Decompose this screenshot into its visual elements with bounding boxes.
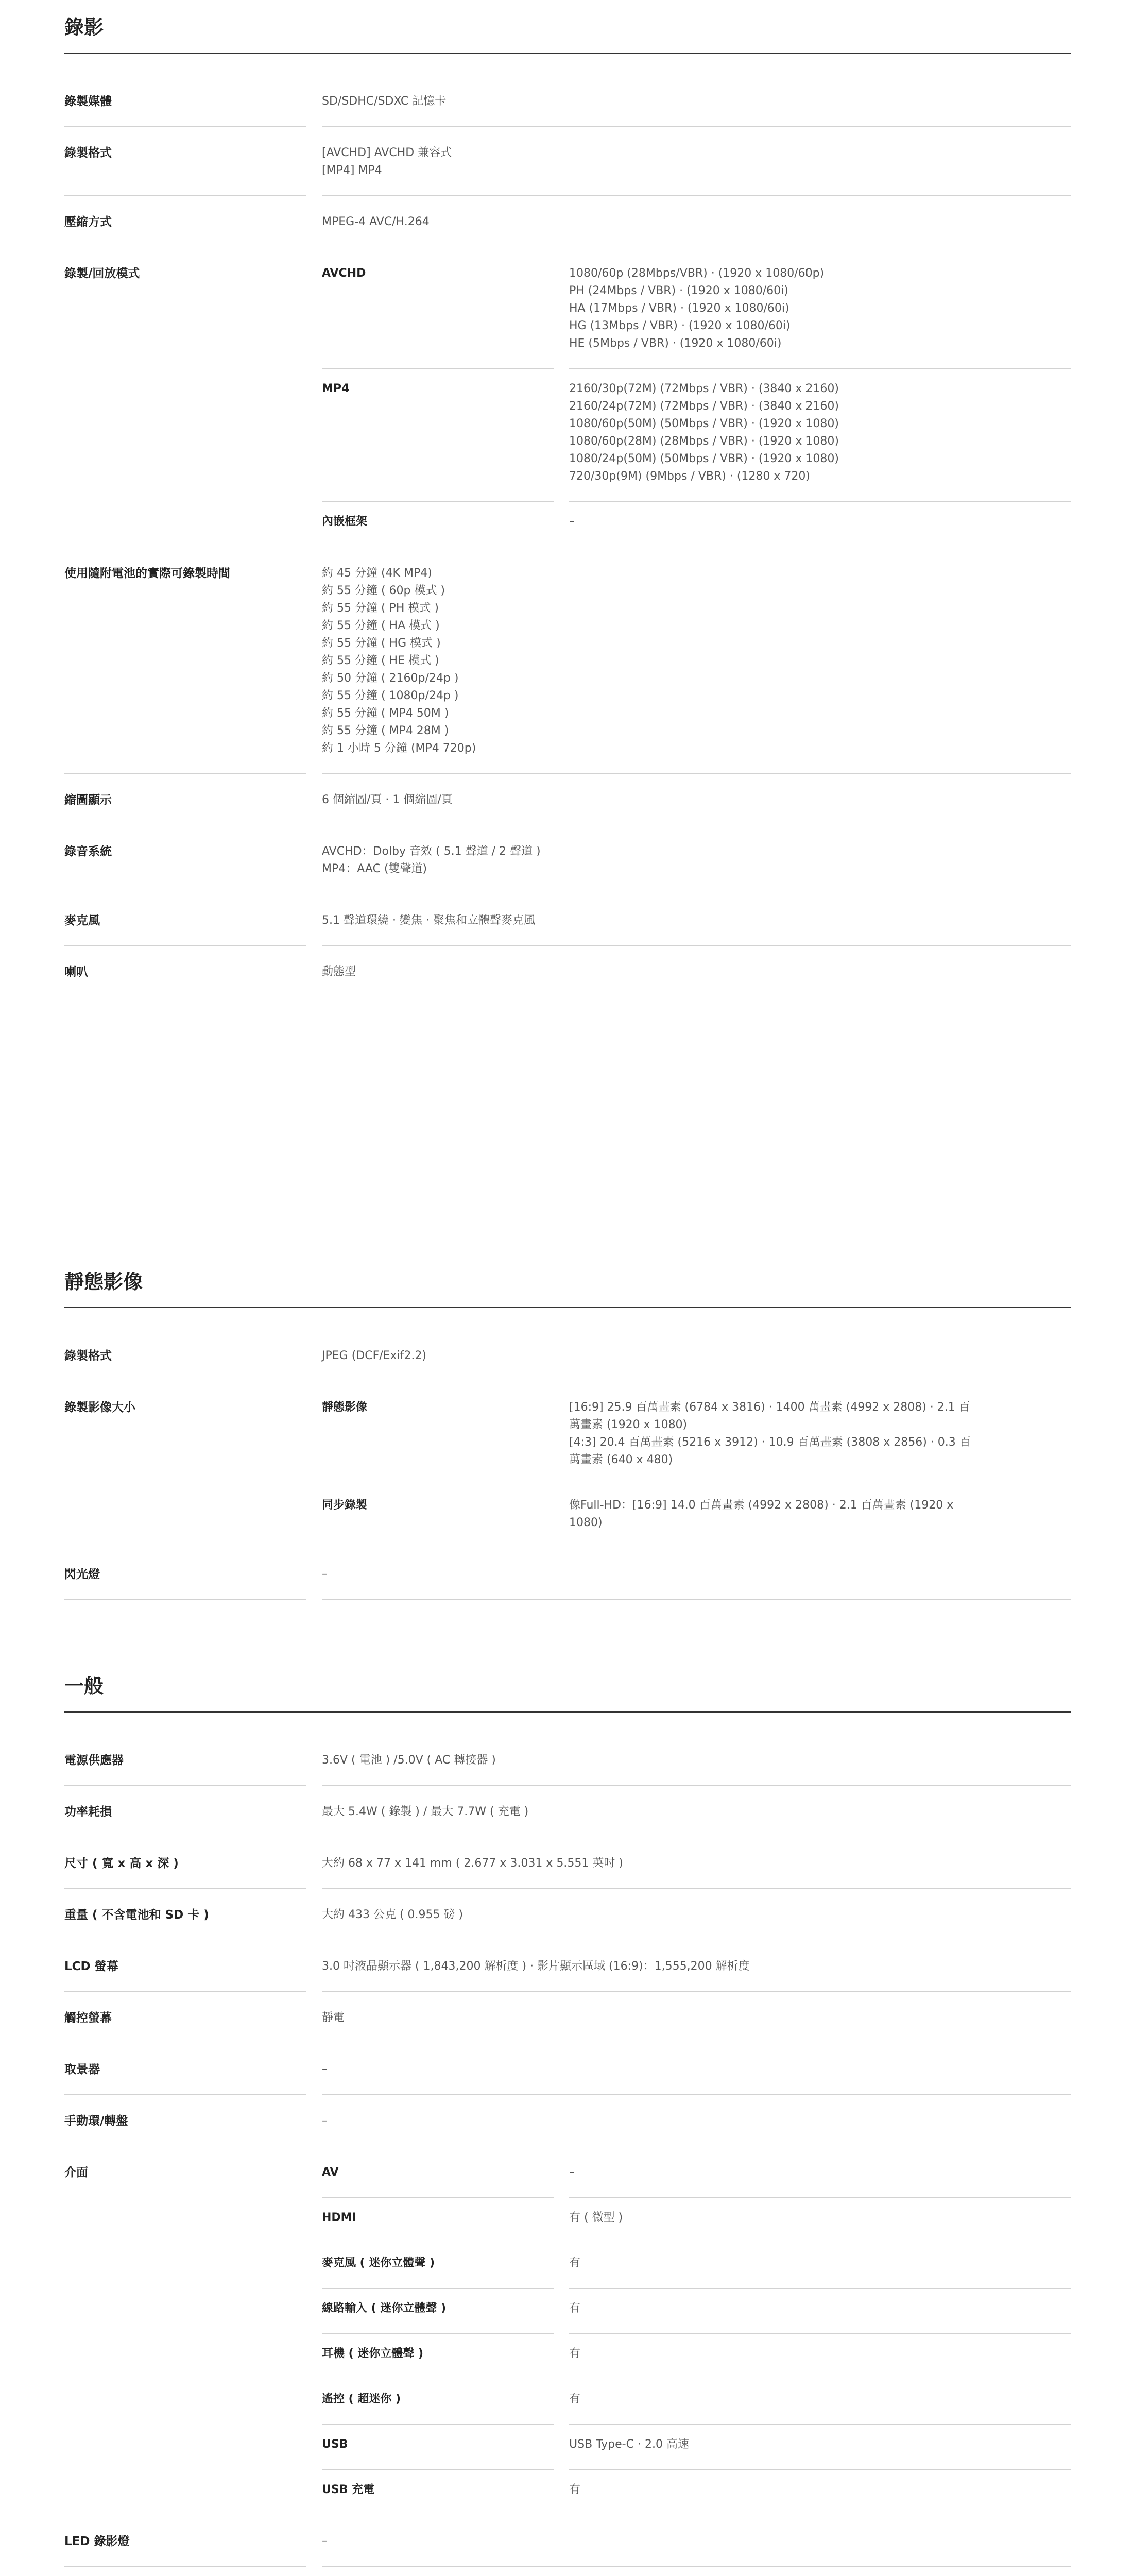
- sub-divider: [569, 2197, 1071, 2198]
- spec-sub-label: 內嵌框架: [322, 515, 368, 528]
- spec-sub-value: [16:9] 25.9 百萬畫素 (6784 x 3816) · 1400 萬畫素 (4992 x 2808) · 2.1 百 萬畫素 (1920 x 1080) [4:3] 20.4 百萬畫素 (5216 x 3912) · 10.9 百萬畫素 (3808 x 2856) · 0.3 百 萬畫素 (640 x 480): [569, 1401, 971, 1466]
- spec-label: 取景器: [64, 2063, 100, 2076]
- sub-divider: [322, 2288, 554, 2289]
- spec-sub-label: 遙控 ( 超迷你 ): [322, 2393, 401, 2405]
- spec-label: 重量 ( 不含電池和 SD 卡 ): [64, 1908, 209, 1922]
- spec-value: 最大 5.4W ( 錄製 ) / 最大 7.7W ( 充電 ): [322, 1805, 529, 1818]
- spec-sub-value: 有: [569, 2393, 581, 2405]
- section-title: 一般: [64, 1674, 1071, 1713]
- spec-sub-label: USB 充電: [322, 2483, 375, 2496]
- spec-value: –: [322, 2063, 328, 2076]
- section-title: 錄影: [64, 15, 1071, 54]
- spec-sub-label: USB: [322, 2438, 348, 2451]
- spec-value: 約 45 分鐘 (4K MP4) 約 55 分鐘 ( 60p 模式 ) 約 55 分鐘 ( PH 模式 ) 約 55 分鐘 ( HA 模式 ) 約 55 分鐘 ( HG 模式 ) 約 55 分鐘 ( HE 模式 ) 約 50 分鐘 ( 2160p/24p ) 約 55 分鐘 ( 1080p/24p ) 約 55 分鐘 ( MP4 50M ) 約 55 分鐘 ( MP4 28M ) 約 1 小時 5 分鐘 (MP4 720p): [322, 567, 476, 755]
- spec-sub-value: –: [569, 2166, 575, 2179]
- spec-value: 3.0 吋液晶顯示器 ( 1,843,200 解析度 ) · 影片顯示區域 (16:9)：1,555,200 解析度: [322, 1960, 750, 1973]
- spec-sub-label: MP4: [322, 382, 350, 395]
- spec-label: 錄音系統: [64, 845, 112, 858]
- spec-label: 錄製影像大小: [64, 1401, 135, 1414]
- spec-label: 縮圖顯示: [64, 793, 112, 807]
- sub-divider: [322, 501, 554, 502]
- spec-label: LED 錄影燈: [64, 2535, 130, 2548]
- spec-sub-value: 有: [569, 2347, 581, 2360]
- row-divider: [322, 126, 1071, 127]
- sub-divider: [322, 2424, 554, 2425]
- spec-label: 使用隨附電池的實際可錄製時間: [64, 567, 230, 580]
- spec-value: 6 個縮圖/頁 · 1 個縮圖/頁: [322, 793, 453, 806]
- row-divider: [64, 1599, 306, 1600]
- sub-divider: [569, 368, 1071, 369]
- spec-sub-label: 線路輸入 ( 迷你立體聲 ): [322, 2302, 447, 2315]
- row-divider: [322, 773, 1071, 774]
- spec-label: 介面: [64, 2166, 88, 2179]
- spec-sub-label: 同步錄製: [322, 1499, 368, 1512]
- spec-label: 電源供應器: [64, 1754, 124, 1767]
- row-divider: [64, 945, 306, 946]
- spec-sub-label: 耳機 ( 迷你立體聲 ): [322, 2347, 424, 2360]
- spec-sub-value: 1080/60p (28Mbps/VBR) · (1920 x 1080/60p) PH (24Mbps / VBR) · (1920 x 1080/60i) HA (17Mbps / VBR) · (1920 x 1080/60i) HG (13Mbps / VBR) · (1920 x 1080/60i) HE (5Mbps / VBR) · (1920 x 1080/60i): [569, 267, 825, 350]
- spec-value: –: [322, 2535, 328, 2548]
- spec-label: 錄製媒體: [64, 95, 112, 108]
- row-divider: [322, 1888, 1071, 1889]
- sub-divider: [569, 501, 1071, 502]
- row-divider: [64, 195, 306, 196]
- spec-value: –: [322, 2114, 328, 2127]
- spec-label: 喇叭: [64, 965, 88, 979]
- row-divider: [322, 2566, 1071, 2567]
- spec-value: 大約 433 公克 ( 0.955 磅 ): [322, 1908, 464, 1921]
- spec-sub-value: 有: [569, 2302, 581, 2315]
- spec-label: 錄製格式: [64, 1349, 112, 1363]
- spec-value: 5.1 聲道環繞 · 變焦 · 聚焦和立體聲麥克風: [322, 914, 535, 927]
- spec-label: 錄製格式: [64, 146, 112, 160]
- spec-sub-label: HDMI: [322, 2211, 356, 2224]
- row-divider: [322, 945, 1071, 946]
- spec-label: 錄製/回放模式: [64, 267, 140, 280]
- row-divider: [64, 126, 306, 127]
- section-title: 靜態影像: [64, 1270, 1071, 1308]
- spec-value: –: [322, 1568, 328, 1581]
- sub-divider: [322, 2469, 554, 2470]
- spec-sub-value: USB Type-C · 2.0 高速: [569, 2438, 689, 2451]
- row-divider: [322, 1991, 1071, 1992]
- spec-sub-value: 有: [569, 2257, 581, 2269]
- sub-divider: [322, 2197, 554, 2198]
- sub-divider: [322, 2333, 554, 2334]
- spec-sub-label: AV: [322, 2166, 339, 2179]
- spec-label: LCD 螢幕: [64, 1960, 118, 1973]
- spec-sub-value: –: [569, 515, 575, 528]
- spec-value: AVCHD：Dolby 音效 ( 5.1 聲道 / 2 聲道 ) MP4：AAC (雙聲道): [322, 845, 541, 875]
- row-divider: [64, 2566, 306, 2567]
- row-divider: [322, 2094, 1071, 2095]
- spec-label: 手動環/轉盤: [64, 2114, 128, 2128]
- spec-sub-label: AVCHD: [322, 267, 366, 280]
- spec-label: 壓縮方式: [64, 215, 112, 229]
- spec-value: 3.6V ( 電池 ) /5.0V ( AC 轉接器 ): [322, 1754, 496, 1767]
- row-divider: [64, 2094, 306, 2095]
- spec-label: 麥克風: [64, 914, 100, 927]
- spec-value: JPEG (DCF/Exif2.2): [322, 1349, 426, 1362]
- spec-value: 大約 68 x 77 x 141 mm ( 2.677 x 3.031 x 5.551 英吋 ): [322, 1857, 623, 1870]
- sub-divider: [569, 2288, 1071, 2289]
- spec-sub-label: 靜態影像: [322, 1401, 368, 1414]
- row-divider: [64, 1991, 306, 1992]
- sub-divider: [569, 2469, 1071, 2470]
- row-divider: [64, 773, 306, 774]
- spec-value: 靜電: [322, 2011, 345, 2024]
- spec-label: 尺寸 ( 寬 x 高 x 深 ): [64, 1857, 179, 1870]
- spec-value: MPEG-4 AVC/H.264: [322, 215, 430, 228]
- spec-label: 閃光燈: [64, 1568, 100, 1581]
- sub-divider: [322, 368, 554, 369]
- spec-sub-value: 2160/30p(72M) (72Mbps / VBR) · (3840 x 2160) 2160/24p(72M) (72Mbps / VBR) · (3840 x 2160) 1080/60p(50M) (50Mbps / VBR) · (1920 x 1080) 1080/60p(28M) (28Mbps / VBR) · (1920 x 1080) 1080/24p(50M) (50Mbps / VBR) · (1920 x 1080) 720/30p(9M) (9Mbps / VBR) · (1280 x 720): [569, 382, 839, 483]
- spec-value: 動態型: [322, 965, 356, 978]
- row-divider: [64, 1785, 306, 1786]
- spec-sub-value: 像Full-HD：[16:9] 14.0 百萬畫素 (4992 x 2808) · 2.1 百萬畫素 (1920 x 1080): [569, 1499, 954, 1529]
- spec-value: [AVCHD] AVCHD 兼容式 [MP4] MP4: [322, 146, 452, 177]
- row-divider: [64, 1888, 306, 1889]
- sub-divider: [569, 2333, 1071, 2334]
- row-divider: [322, 195, 1071, 196]
- row-divider: [322, 1785, 1071, 1786]
- spec-label: 功率耗損: [64, 1805, 112, 1819]
- sub-divider: [569, 2424, 1071, 2425]
- row-divider: [322, 1599, 1071, 1600]
- spec-sub-value: 有 ( 微型 ): [569, 2211, 623, 2224]
- spec-value: SD/SDHC/SDXC 記憶卡: [322, 95, 447, 108]
- spec-sub-label: 麥克風 ( 迷你立體聲 ): [322, 2257, 435, 2269]
- spec-label: 觸控螢幕: [64, 2011, 112, 2025]
- spec-sub-value: 有: [569, 2483, 581, 2496]
